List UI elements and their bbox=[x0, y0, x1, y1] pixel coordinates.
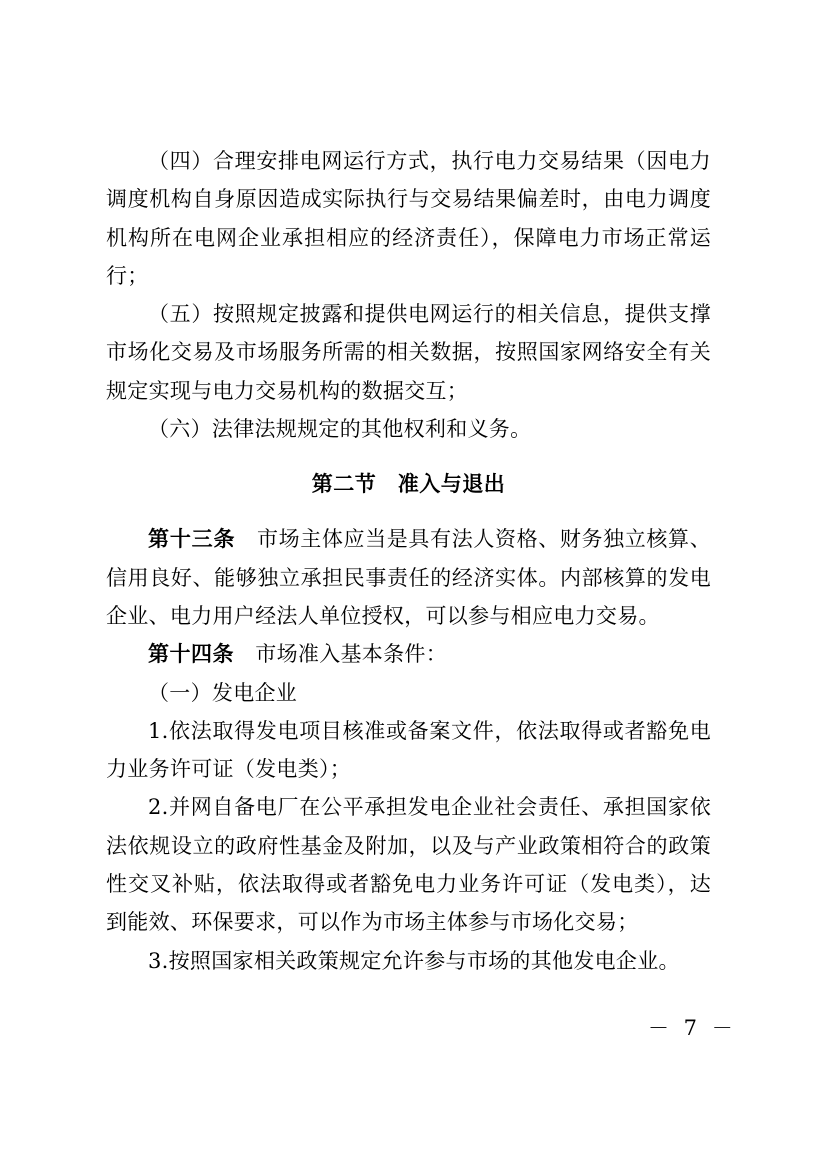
condition-item-2: 2.并网自备电厂在公平承担发电企业社会责任、承担国家依法依规设立的政府性基金及附加，以及与产业政策相符合的政策性交叉补贴，依法取得或者豁免电力业务许可证（发电类），达到能效、环保要求，可以作为市场主体参与市场化交易； bbox=[106, 795, 711, 935]
article-13-label: 第十三条 bbox=[148, 527, 236, 552]
article-14-label: 第十四条 bbox=[148, 642, 234, 667]
paragraph-item-6: （六）法律法规规定的其他权利和义务。 bbox=[148, 417, 532, 442]
page-body bbox=[106, 142, 711, 980]
subsection-power-generation: （一）发电企业 bbox=[148, 680, 298, 705]
page-number: － 7 － bbox=[648, 1016, 737, 1040]
condition-item-1: 1.依法取得发电项目核准或备案文件，依法取得或者豁免电力业务许可证（发电类）； bbox=[106, 718, 711, 782]
paragraph-item-5: （五）按照规定披露和提供电网运行的相关信息，提供支撑市场化交易及市场服务所需的相关数据，按照国家网络安全有关规定实现与电力交易机构的数据交互； bbox=[106, 302, 711, 403]
article-13-text: 市场主体应当是具有法人资格、财务独立核算、信用良好、能够独立承担民事责任的经济实体。内部核算的发电企业、电力用户经法人单位授权，可以参与相应电力交易。 bbox=[106, 527, 711, 628]
article-13 bbox=[106, 520, 711, 635]
condition-item-3: 3.按照国家相关政策规定允许参与市场的其他发电企业。 bbox=[148, 948, 680, 973]
paragraph-item-4: （四）合理安排电网运行方式，执行电力交易结果（因电力调度机构自身原因造成实际执行与交易结果偏差时，由电力调度机构所在电网企业承担相应的经济责任），保障电力市场正常运行； bbox=[106, 149, 711, 288]
section-heading: 第二节 准入与退出 bbox=[311, 472, 506, 497]
article-14-text: 市场准入基本条件： bbox=[234, 642, 447, 667]
article-14 bbox=[106, 635, 711, 673]
